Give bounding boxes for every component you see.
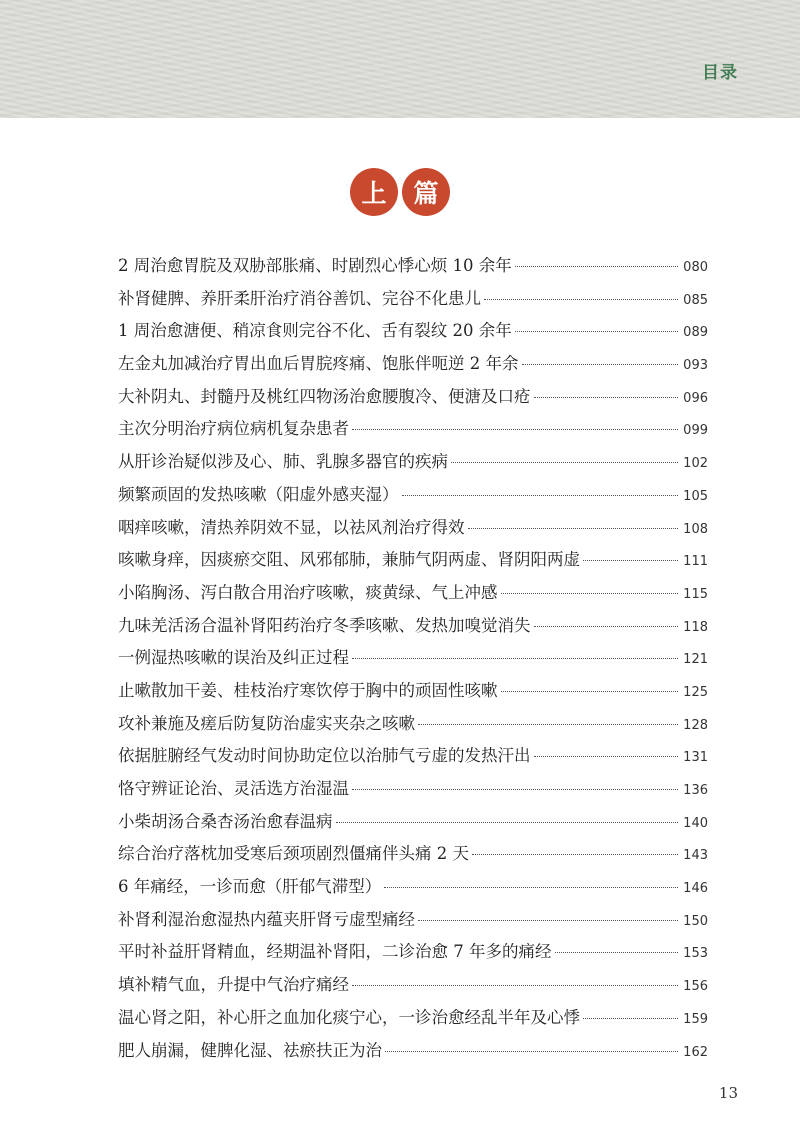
toc-dot-leader [352,985,678,986]
toc-entry-page: 102 [683,456,708,472]
toc-entry[interactable] [118,579,708,612]
toc-entry-title: 频繁顽固的发热咳嗽（阳虚外感夹湿） [118,484,399,504]
toc-dot-leader [336,822,679,823]
toc-entry[interactable] [118,971,708,1004]
toc-entry[interactable] [118,252,708,285]
toc-entry-title: 2 周治愈胃脘及双胁部胀痛、时剧烈心悸心烦 10 余年 [118,256,512,275]
toc-entry[interactable] [118,1004,708,1037]
toc-entry-title: 平时补益肝肾精血，经期温补肾阳，二诊治愈 7 年多的痛经 [118,942,552,962]
toc-entry-title: 九味羌活汤合温补肾阳药治疗冬季咳嗽、发热加嗅觉消失 [118,615,531,635]
toc-entry[interactable] [118,1037,708,1070]
toc-entry[interactable] [118,710,708,743]
toc-dot-leader [418,724,678,725]
toc-entry-page: 140 [683,815,708,831]
toc-entry-page: 156 [683,979,708,995]
toc-entry-title: 填补精气血，升提中气治疗痛经 [118,975,349,995]
toc-entry[interactable] [118,448,708,481]
toc-entry-page: 089 [683,325,708,341]
toc-dot-leader [534,397,679,398]
toc-entry[interactable] [118,742,708,775]
table-of-contents [118,252,708,1069]
toc-entry[interactable] [118,481,708,514]
toc-entry-title: 主次分明治疗病位病机复杂患者 [118,419,349,439]
toc-entry-title: 小柴胡汤合桑杏汤治愈春温病 [118,811,333,831]
toc-entry-page: 125 [683,684,708,700]
toc-entry-page: 099 [683,423,708,439]
toc-entry-page: 159 [683,1011,708,1027]
toc-entry[interactable] [118,938,708,971]
toc-entry[interactable] [118,677,708,710]
toc-entry-title: 肥人崩漏，健脾化湿、祛瘀扶正为治 [118,1040,382,1060]
toc-entry-title: 1 周治愈溏便、稍凉食则完谷不化、舌有裂纹 20 余年 [118,321,512,341]
toc-entry[interactable] [118,612,708,645]
toc-entry-page: 096 [683,390,708,406]
toc-entry-page: 146 [683,881,708,897]
toc-dot-leader [534,756,679,757]
toc-dot-leader [385,1051,678,1052]
toc-entry-title: 温心肾之阳，补心肝之血加化痰宁心，一诊治愈经乱半年及心悸 [118,1007,580,1027]
toc-dot-leader [384,887,678,888]
toc-entry[interactable] [118,873,708,906]
toc-dot-leader [583,1018,678,1019]
toc-entry-page: 111 [683,554,708,570]
section-title-badge-1: 上 [350,168,398,216]
toc-dot-leader [484,299,678,300]
toc-entry-title: 左金丸加减治疗胃出血后胃脘疼痛、饱胀伴呃逆 2 年余 [118,354,519,374]
toc-dot-leader [468,528,679,529]
running-header-title: 目录 [702,63,738,83]
toc-dot-leader [501,593,679,594]
toc-dot-leader [352,789,678,790]
toc-dot-leader [402,495,679,496]
toc-entry-title: 一例湿热咳嗽的误治及纠正过程 [118,648,349,668]
toc-entry-page: 131 [683,750,708,766]
section-title [0,168,800,216]
toc-entry-title: 恪守辨证论治、灵活选方治湿温 [118,779,349,798]
toc-entry-title: 大补阴丸、封髓丹及桃红四物汤治愈腰腹冷、便溏及口疮 [118,386,531,406]
toc-entry-title: 咽痒咳嗽，清热养阴效不显，以祛风剂治疗得效 [118,517,465,537]
toc-entry[interactable] [118,775,708,808]
toc-entry[interactable] [118,644,708,677]
toc-dot-leader [555,952,679,953]
toc-entry[interactable] [118,317,708,350]
toc-entry-page: 150 [683,913,708,929]
toc-entry[interactable] [118,906,708,939]
toc-entry[interactable] [118,350,708,383]
toc-entry-title: 攻补兼施及瘥后防复防治虚实夹杂之咳嗽 [118,713,415,733]
page-number: 13 [718,1084,738,1102]
toc-dot-leader [583,560,678,561]
toc-dot-leader [501,691,679,692]
toc-entry-page: 115 [683,586,708,602]
toc-entry-title: 从肝诊治疑似涉及心、肺、乳腺多器官的疾病 [118,452,448,472]
toc-entry-page: 105 [683,488,708,504]
toc-entry-page: 143 [683,848,708,864]
toc-entry[interactable] [118,546,708,579]
toc-entry-page: 162 [683,1044,708,1060]
toc-entry[interactable] [118,840,708,873]
toc-entry-title: 止嗽散加干姜、桂枝治疗寒饮停于胸中的顽固性咳嗽 [118,680,498,700]
toc-dot-leader [352,658,678,659]
toc-entry-page: 080 [683,260,708,275]
toc-dot-leader [451,462,678,463]
toc-entry-title: 咳嗽身痒，因痰瘀交阻、风邪郁肺，兼肺气阴两虚、肾阴阳两虚 [118,550,580,570]
toc-dot-leader [534,626,679,627]
toc-entry[interactable] [118,415,708,448]
toc-entry-page: 128 [683,717,708,733]
toc-entry-page: 085 [683,292,708,308]
toc-entry-page: 121 [683,652,708,668]
toc-dot-leader [418,920,678,921]
toc-entry-page: 108 [683,521,708,537]
toc-dot-leader [522,364,679,365]
toc-entry-page: 153 [683,946,708,962]
section-title-badge-2: 篇 [402,168,450,216]
toc-entry-title: 综合治疗落枕加受寒后颈项剧烈僵痛伴头痛 2 天 [118,844,469,864]
header-band [0,0,800,118]
toc-dot-leader [352,429,678,430]
toc-entry-page: 118 [683,619,708,635]
toc-entry-title: 补肾健脾、养肝柔肝治疗消谷善饥、完谷不化患儿 [118,288,481,308]
toc-entry[interactable] [118,285,708,318]
toc-entry-title: 小陷胸汤、泻白散合用治疗咳嗽，痰黄绿、气上冲感 [118,582,498,602]
toc-entry-title: 补肾利湿治愈湿热内蕴夹肝肾亏虚型痛经 [118,909,415,929]
toc-entry[interactable] [118,383,708,416]
toc-dot-leader [515,331,678,332]
toc-entry-page: 136 [683,783,708,798]
toc-entry[interactable] [118,514,708,547]
toc-entry-title: 6 年痛经，一诊而愈（肝郁气滞型） [118,877,382,897]
toc-entry-title: 依据脏腑经气发动时间协助定位以治肺气亏虚的发热汗出 [118,746,531,766]
toc-entry[interactable] [118,808,708,841]
toc-dot-leader [472,854,678,855]
toc-entry-page: 093 [683,358,708,374]
toc-dot-leader [515,266,678,267]
